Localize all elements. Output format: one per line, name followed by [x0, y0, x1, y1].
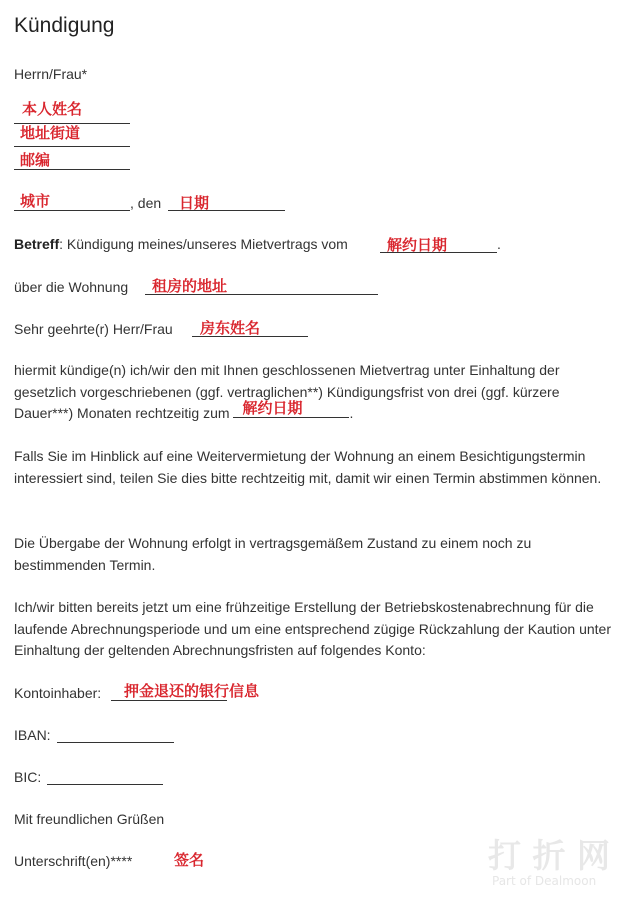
landlord-line	[192, 336, 308, 337]
account-holder-line	[111, 700, 227, 701]
handwritten-landlord-name: 房东姓名	[200, 319, 261, 337]
termination-text: hiermit kündige(n) ich/wir den mit Ihnen geschlossenen Mietvertrag unter Einhaltung der gesetzlich vorgeschriebenen (ggf. vertraglichen**) Kündigungsfrist von drei (ggf. kürzere Dauer***) Monaten rechtzeitig zum	[14, 362, 560, 421]
handwritten-city: 城市	[20, 192, 51, 210]
handwritten-street: 地址街道	[20, 124, 81, 142]
watermark-subtitle: Part of Dealmoon	[492, 874, 597, 888]
subject-line	[14, 234, 348, 255]
iban-label: IBAN:	[14, 727, 51, 743]
handover-paragraph: Die Übergabe der Wohnung erfolgt in vertragsgemäßem Zustand zu einem noch zu bestimmenden Termin.	[14, 535, 532, 573]
viewing-paragraph: Falls Sie im Hinblick auf eine Weitervermietung der Wohnung an einem Besichtigungstermin interessiert sind, teilen Sie dies bitte rechtzeitig mit, damit wir einen Termin abstimmen können.	[14, 448, 602, 486]
zip-line	[14, 169, 130, 170]
bic-label: BIC:	[14, 769, 42, 785]
apartment-line	[145, 294, 378, 295]
deposit-paragraph: Ich/wir bitten bereits jetzt um eine frühzeitige Erstellung der Betriebskostenabrechnung für die laufende Abrechnungsperiode und um eine entsprechend zügige Rückzahlung der Kaution unter Einhaltung der geltenden Abrechnungsfristen auf folgendes Konto:	[14, 599, 611, 658]
subject-text: : Kündigung meines/unseres Mietvertrags vom	[59, 236, 348, 252]
bic-line	[47, 784, 163, 785]
recipient-label: Herrn/Frau*	[14, 66, 88, 82]
street-line	[14, 146, 130, 147]
handwritten-bank-info: 押金退还的银行信息	[124, 682, 260, 700]
handwritten-contract-date: 解约日期	[387, 236, 448, 254]
date-line	[168, 210, 285, 211]
watermark-brand: 打 折 网	[488, 836, 610, 875]
handwritten-rental-address: 租房的地址	[152, 277, 228, 295]
termination-paragraph	[14, 360, 619, 425]
handwritten-date: 日期	[179, 194, 210, 212]
handwritten-termination-date: 解约日期	[242, 399, 303, 417]
termination-date-line	[233, 399, 349, 418]
termination-period: .	[349, 405, 354, 421]
subject-period: .	[497, 236, 501, 252]
signature-label: Unterschrift(en)****	[14, 853, 133, 869]
page-title: Kündigung	[14, 14, 115, 37]
subject-label: Betreff	[14, 236, 60, 252]
handwritten-name: 本人姓名	[22, 100, 83, 118]
handwritten-zip: 邮编	[20, 151, 51, 169]
handwritten-signature: 签名	[174, 851, 205, 869]
contract-date-line	[380, 252, 497, 253]
den-text: , den	[130, 195, 162, 211]
apartment-label: über die Wohnung	[14, 279, 129, 295]
closing-text: Mit freundlichen Grüßen	[14, 811, 165, 827]
account-holder-label: Kontoinhaber:	[14, 685, 102, 701]
greeting-text: Sehr geehrte(r) Herr/Frau	[14, 321, 173, 337]
city-line	[14, 210, 130, 211]
iban-line	[57, 742, 174, 743]
